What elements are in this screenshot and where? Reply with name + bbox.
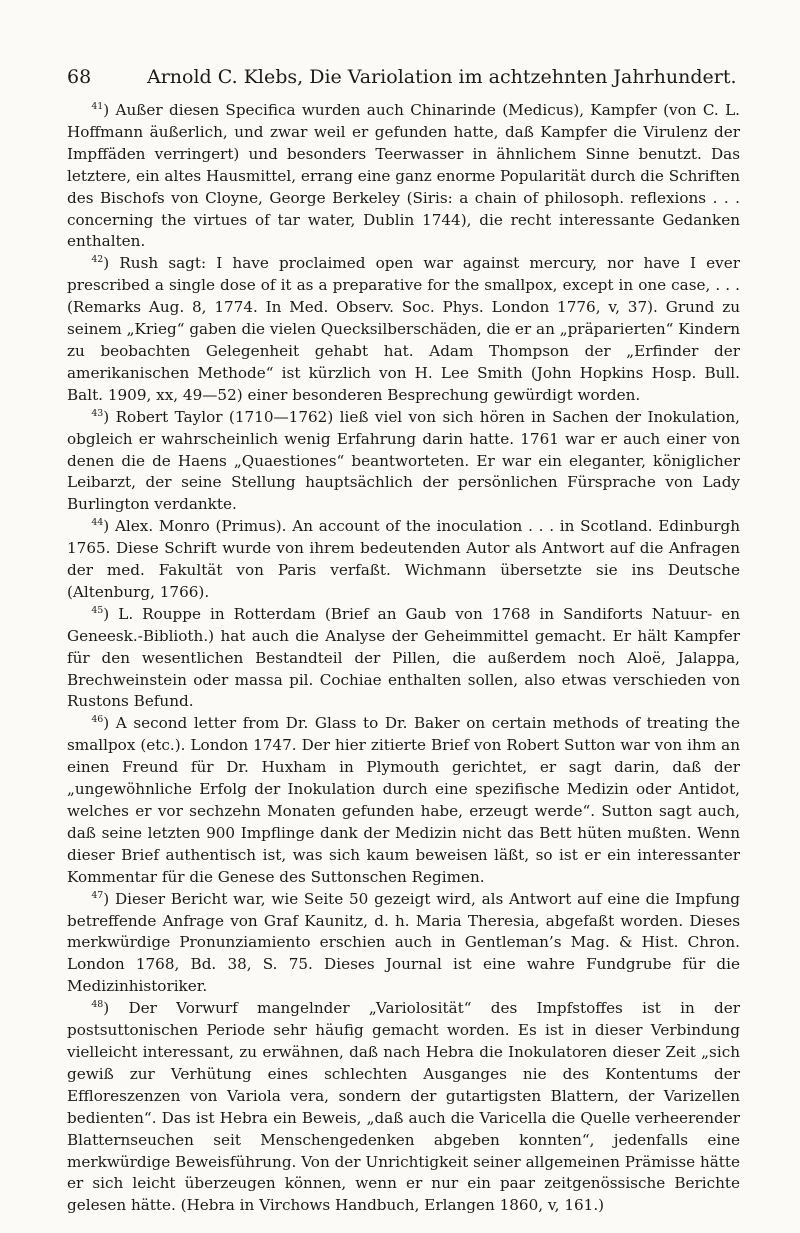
footnote-text: ) A second letter from Dr. Glass to Dr. Baker on certain methods of treating the smallpox (etc.). London 1747. Der hier zitierte Brief von Robert Sutton war von ihm an einen Freund für Dr. Huxham in Plymouth gerichtet, er sagt darin, daß der „ungewöhnliche Erfolg der Inokulation durch eine spezifische Medizin oder Antidot, welches er vor sechzehn Monaten gefunden habe, erzeugt werde“. Sutton sagt auch, daß seine letzten 900 Impflinge dank der Medizin nicht das Bett hüten mußten. Wenn dieser Brief authentisch ist, was sich kaum beweisen läßt, so ist er ein interessanter Kommentar für die Genese des Suttonschen Regimen. bbox=[67, 714, 740, 886]
footnote-number: 41 bbox=[91, 100, 104, 112]
footnote-41 bbox=[67, 100, 740, 253]
footnote-number: 47 bbox=[91, 889, 104, 901]
footnote-44 bbox=[67, 516, 740, 604]
footnote-48 bbox=[67, 998, 740, 1217]
footnote-number: 42 bbox=[91, 254, 104, 266]
page-header bbox=[67, 66, 740, 88]
footnote-text: ) Dieser Bericht war, wie Seite 50 gezeigt wird, als Antwort auf eine die Impfung betreffende Anfrage von Graf Kaunitz, d. h. Maria Theresia, abgefaßt worden. Dieses merkwürdige Pronunziamiento erschien auch in Gentleman’s Mag. & Hist. Chron. London 1768, Bd. 38, S. 75. Dieses Journal ist eine wahre Fundgrube für die Medizinhistoriker. bbox=[67, 889, 740, 996]
running-title: Arnold C. Klebs, Die Variolation im achtzehnten Jahrhundert. bbox=[147, 66, 737, 88]
footnote-47 bbox=[67, 889, 740, 999]
footnote-number: 45 bbox=[91, 604, 104, 616]
footnote-45 bbox=[67, 604, 740, 714]
page-number: 68 bbox=[67, 66, 92, 88]
footnote-text: ) Robert Taylor (1710—1762) ließ viel von sich hören in Sachen der Inokulation, obgleich er wahrscheinlich wenig Erfahrung darin hatte. 1761 war er auch einer von denen die de Haens „Quaestiones“ beantworteten. Er war ein eleganter, königlicher Leibarzt, der seine Stellung hauptsächlich der persönlichen Fürsprache von Lady Burlington verdankte. bbox=[67, 407, 740, 514]
footnote-42 bbox=[67, 253, 740, 406]
footnote-text: ) Alex. Monro (Primus). An account of the inoculation . . . in Scotland. Edinburgh 1765. Diese Schrift wurde von ihrem bedeutenden Autor als Antwort auf die Anfragen der med. Fakultät von Paris verfaßt. Wichmann übersetzte sie ins Deutsche (Altenburg, 1766). bbox=[67, 517, 740, 601]
footnote-number: 48 bbox=[91, 999, 104, 1011]
footnote-43 bbox=[67, 407, 740, 517]
footnote-number: 43 bbox=[91, 407, 104, 419]
footnote-number: 46 bbox=[91, 714, 104, 726]
footnote-text: ) L. Rouppe in Rotterdam (Brief an Gaub von 1768 in Sandiforts Natuur- en Geneesk.-Biblioth.) hat auch die Analyse der Geheimmittel gemacht. Er hält Kampfer für den wesentlichen Bestandteil der Pillen, die außerdem noch Aloë, Jalappa, Brechweinstein oder massa pil. Cochiae enthalten sollen, also etwas verschieden von Rustons Befund. bbox=[67, 604, 740, 711]
footnotes bbox=[67, 100, 740, 1217]
footnote-number: 44 bbox=[91, 517, 104, 529]
footnote-text: ) Rush sagt: I have proclaimed open war against mercury, nor have I ever prescribed a single dose of it as a preparative for the smallpox, except in one case, . . . (Remarks Aug. 8, 1774. In Med. Observ. Soc. Phys. London 1776, v, 37). Grund zu seinem „Krieg“ gaben die vielen Quecksilberschäden, die er an „präparierten“ Kindern zu beobachten Gelegenheit gehabt hat. Adam Thompson der „Erfinder der amerikanischen Methode“ ist kürzlich von H. Lee Smith (John Hopkins Hosp. Bull. Balt. 1909, xx, 49—52) einer besonderen Besprechung gewürdigt worden. bbox=[67, 254, 740, 404]
footnote-text: ) Außer diesen Specifica wurden auch Chinarinde (Medicus), Kampfer (von C. L. Hoffmann äußerlich, und zwar weil er gefunden hatte, daß Kampfer die Virulenz der Impffäden verringert) und besonders Teerwasser in ähnlichem Sinne benutzt. Das letztere, ein altes Hausmittel, errang eine ganz enorme Popularität durch die Schriften des Bischofs von Cloyne, George Berkeley (Siris: a chain of philosoph. reflexions . . . concerning the virtues of tar water, Dublin 1744), die recht interessante Gedanken enthalten. bbox=[67, 101, 740, 251]
footnote-46 bbox=[67, 713, 740, 888]
footnote-text: ) Der Vorwurf mangelnder „Variolosität“ des Impfstoffes ist in der postsuttonischen Periode sehr häufig gemacht worden. Es ist in dieser Verbindung vielleicht interessant, zu erwähnen, daß nach Hebra die Inokulatoren dieser Zeit „sich gewiß zur Verhütung eines schlechten Ausganges nie des Kontentums der Effloreszenzen von Variola vera, sondern der gutartigsten Blattern, der Varizellen bedienten“. Das ist Hebra ein Beweis, „daß auch die Varicella die Quelle verheerender Blatternseuchen seit Menschengedenken abgeben konnten“, jedenfalls eine merkwürdige Beweisführung. Von der Unrichtigkeit seiner allgemeinen Prämisse hätte er sich leicht überzeugen können, wenn er nur ein paar zeitgenössische Berichte gelesen hätte. (Hebra in Virchows Handbuch, Erlangen 1860, v, 161.) bbox=[67, 999, 740, 1215]
